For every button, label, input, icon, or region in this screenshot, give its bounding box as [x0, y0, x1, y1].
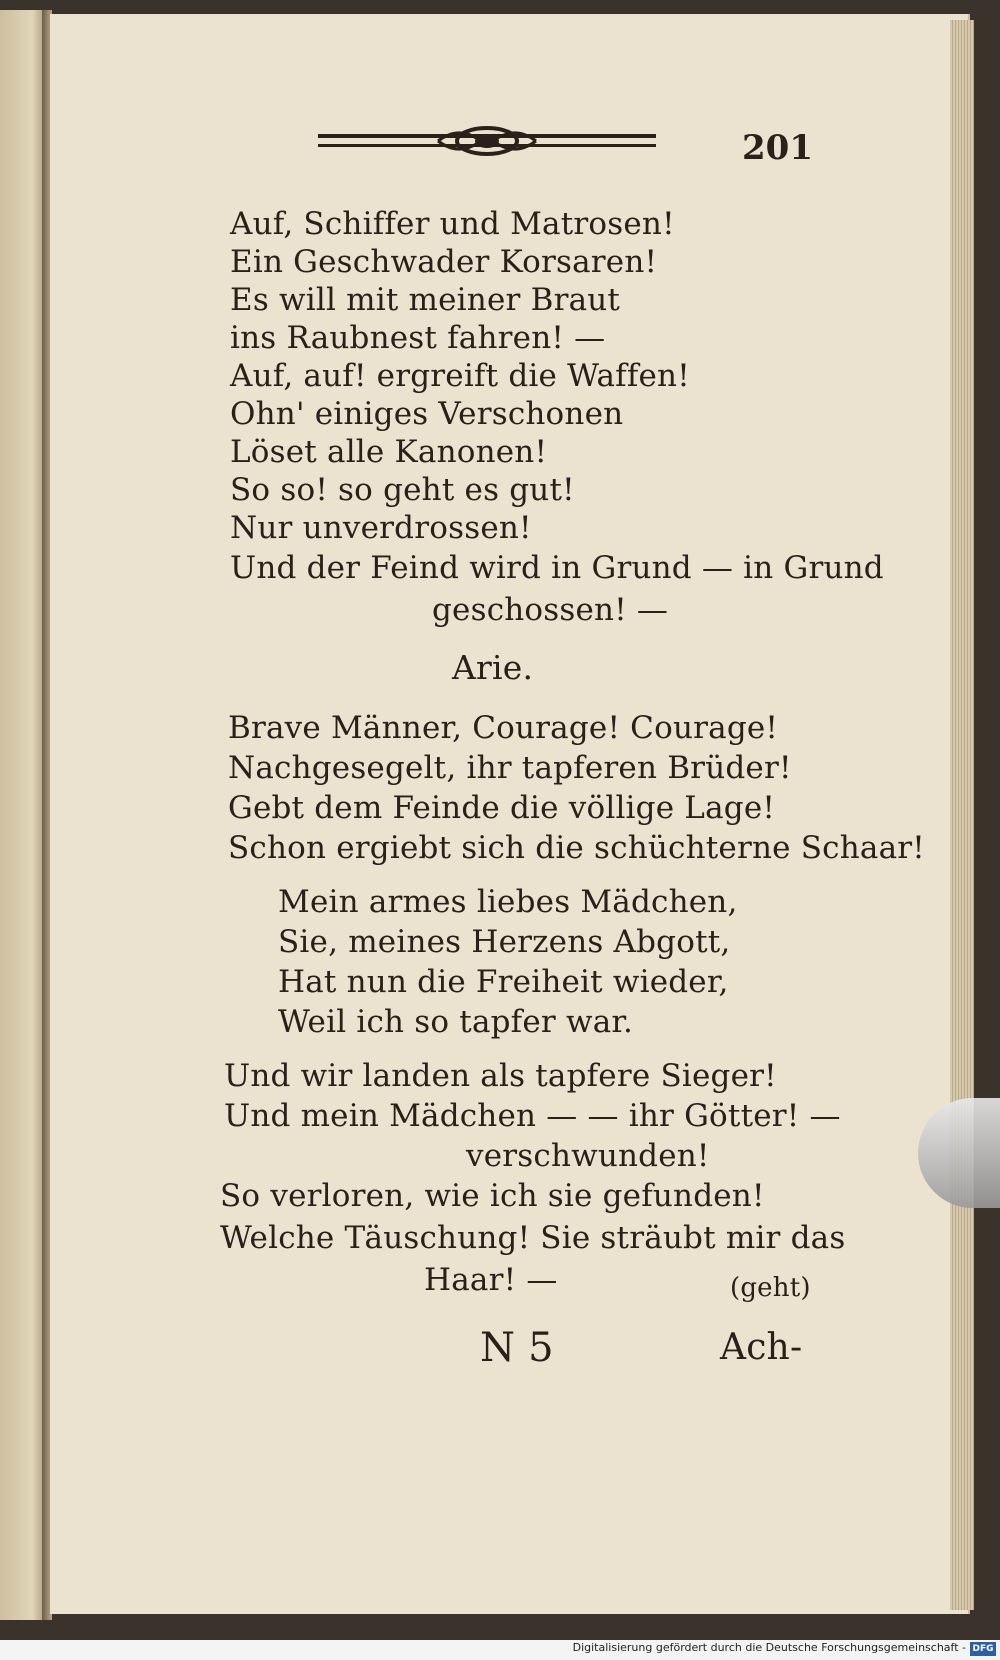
text-line: Und der Feind wird in Grund — in Grund: [230, 550, 884, 586]
left-page-edge: [0, 10, 46, 1620]
text-line: ins Raubnest fahren! —: [230, 320, 606, 356]
footer-bar: [0, 1640, 1000, 1660]
text-line: So verloren, wie ich sie gefunden!: [220, 1178, 765, 1214]
dfg-logo-icon: DFG: [970, 1642, 996, 1656]
footer-credit: Digitalisierung gefördert durch die Deutsche Forschungsgemeinschaft -: [572, 1641, 966, 1654]
text-line: geschossen! —: [432, 592, 669, 628]
text-line: Sie, meines Herzens Abgott,: [278, 924, 731, 960]
text-line: Weil ich so tapfer war.: [278, 1004, 634, 1040]
text-line: Mein armes liebes Mädchen,: [278, 884, 738, 920]
text-line: Löset alle Kanonen!: [230, 434, 548, 470]
text-line: Welche Täuschung! Sie sträubt mir das: [220, 1220, 846, 1256]
stage-direction: (geht): [730, 1273, 811, 1303]
text-line: Auf, Schiffer und Matrosen!: [230, 206, 675, 242]
text-line: Und wir landen als tapfere Sieger!: [224, 1058, 777, 1094]
page-number: 201: [742, 128, 813, 168]
text-line: Gebt dem Feinde die völlige Lage!: [228, 790, 776, 826]
text-line: verschwunden!: [466, 1138, 710, 1174]
section-heading: Arie.: [452, 648, 534, 687]
page-block-edge: [950, 20, 974, 1610]
text-line: Ein Geschwader Korsaren!: [230, 244, 658, 280]
text-line: Nachgesegelt, ihr tapferen Brüder!: [228, 750, 792, 786]
text-line: Nur unverdrossen!: [230, 510, 532, 546]
text-line: Schon ergiebt sich die schüchterne Schaar!: [228, 830, 925, 866]
text-line: Brave Männer, Courage! Courage!: [228, 710, 779, 746]
text-line: Es will mit meiner Braut: [230, 282, 621, 318]
text-line: So so! so geht es gut!: [230, 472, 575, 508]
text-line: Hat nun die Freiheit wieder,: [278, 964, 729, 1000]
text-line: Ohn' einiges Verschonen: [230, 396, 624, 432]
text-line: Haar! —: [424, 1262, 558, 1298]
signature-mark: N 5: [480, 1325, 554, 1371]
ornament-icon: [318, 124, 656, 160]
text-line: Und mein Mädchen — — ihr Götter! —: [224, 1098, 841, 1134]
text-line: Auf, auf! ergreift die Waffen!: [230, 358, 690, 394]
catchword: Ach-: [720, 1327, 803, 1368]
